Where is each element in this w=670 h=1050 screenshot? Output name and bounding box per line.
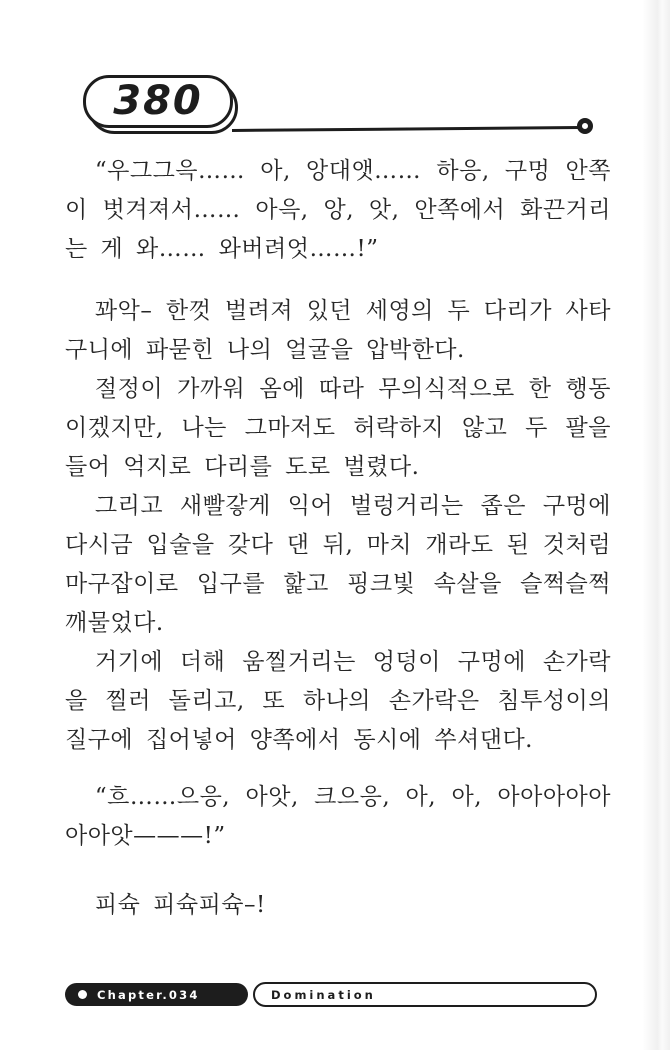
narration-paragraph: 꽈악– 한껏 벌려져 있던 세영의 두 다리가 사타구니에 파묻힌 나의 얼굴을 압박한다. <box>65 298 611 363</box>
chapter-badge <box>65 983 248 1006</box>
narration-paragraph: 그리고 새빨갛게 익어 벌렁거리는 좁은 구멍에 다시금 입술을 갖다 댄 뒤, 마치 개라도 된 것처럼 마구잡이로 입구를 핥고 핑크빛 속살을 슬쩍슬쩍 깨물었다. <box>65 493 611 636</box>
sfx-paragraph: 피슉 피슉피슉–! <box>94 892 266 918</box>
page-edge-shadow <box>642 0 670 1050</box>
book-title-badge <box>253 982 597 1007</box>
book-title-label: Domination <box>271 987 376 1002</box>
narration-paragraph: 거기에 더해 움찔거리는 엉덩이 구멍에 손가락을 찔러 돌리고, 또 하나의 손가락은 침투성이의 질구에 집어넣어 양쪽에서 동시에 쑤셔댄다. <box>65 649 611 753</box>
dialogue-paragraph: “흐……으응, 아앗, 크으응, 아, 아, 아아아아아아아앗———!” <box>65 784 611 849</box>
page-number: 380 <box>113 77 203 124</box>
chapter-label: Chapter.034 <box>97 987 200 1002</box>
header-rule-line <box>232 126 580 132</box>
dialogue-paragraph: “우그그윽…… 아, 앙대앳…… 하응, 구멍 안쪽이 벗겨져서…… 아윽, 앙, 앗, 안쪽에서 화끈거리는 게 와…… 와버려엇……!” <box>65 158 611 262</box>
text-column <box>65 152 611 925</box>
header-ring-ornament <box>577 118 593 134</box>
bullet-dot-icon <box>78 990 87 999</box>
narration-paragraph: 절정이 가까워 옴에 따라 무의식적으로 한 행동이겠지만, 나는 그마저도 허락하지 않고 두 팔을 들어 억지로 다리를 도로 벌렸다. <box>65 376 611 480</box>
page-number-badge <box>83 75 233 128</box>
